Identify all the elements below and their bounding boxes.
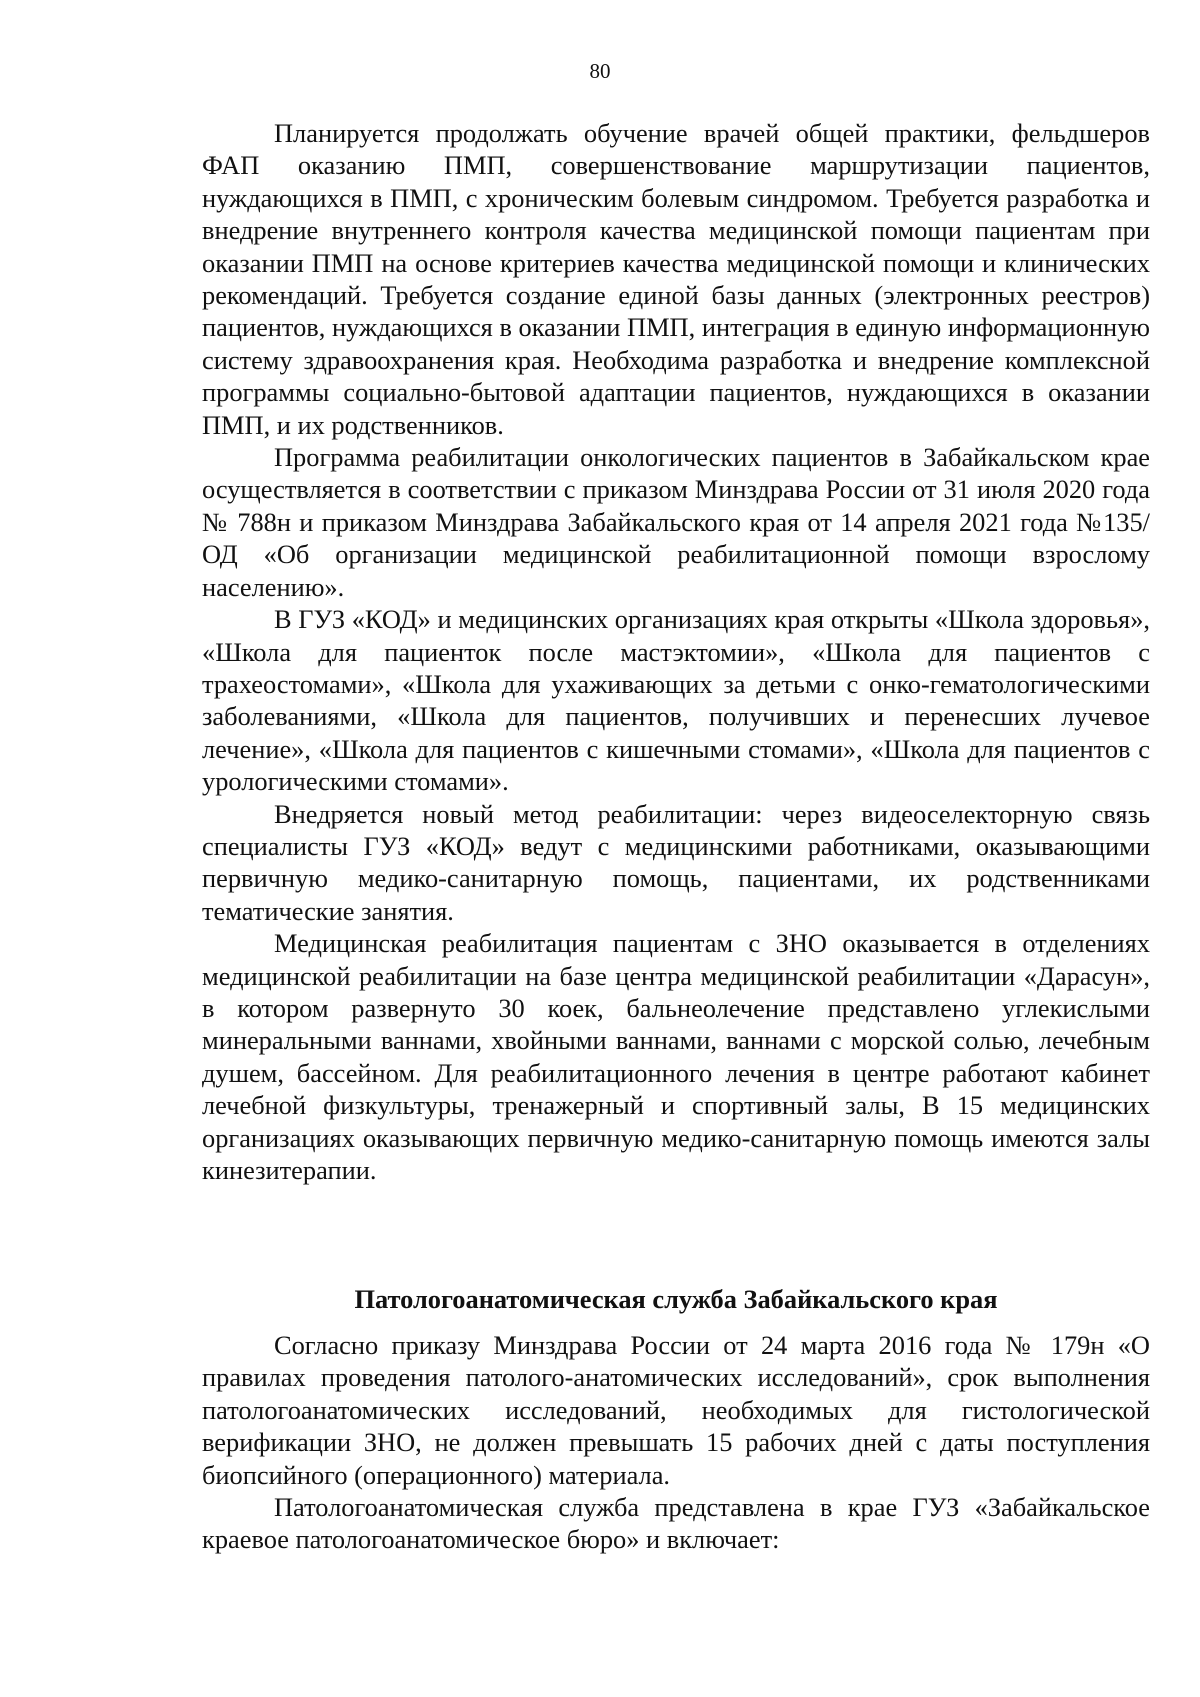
section-heading: Патологоанатомическая служба Забайкальского края <box>354 1284 998 1314</box>
body-text-section-2 <box>202 1329 1150 1556</box>
paragraph-medical-rehabilitation: Медицинская реабилитация пациентам с ЗНО оказывается в отделениях медицинской реабилитации на базе центра медицинской реабилитации «Дарасун», в котором развернуто 30 коек, бальнеолечение представлено углекислыми минеральными ваннами, хвойными ваннами, ваннами с морской солью, лечебным душем, бассейном. Для реабилитационного лечения в центре работают кабинет лечебной физкультуры, тренажерный и спортивный залы, В 15 медицинских организациях оказывающих первичную медико-санитарную помощь имеются залы кинезитерапии. <box>202 928 1150 1185</box>
paragraph-video-rehabilitation: Внедряется новый метод реабилитации: через видеоселекторную связь специалисты ГУЗ «КОД» ведут с медицинскими работниками, оказывающими первичную медико-санитарную помощь, пациентами, их родственниками тематические занятия. <box>202 798 1150 926</box>
paragraph-pathology-order: Согласно приказу Минздрава России от 24 марта 2016 года № 179н «О правилах проведения патолого-анатомических исследований», срок выполнения патологоанатомических исследований, необходимых для гистологической верификации ЗНО, не должен превышать 15 рабочих дней с даты поступления биопсийного (операционного) материала. <box>202 1330 1150 1490</box>
paragraph-patient-schools: В ГУЗ «КОД» и медицинских организациях края открыты «Школа здоровья», «Школа для пациенток после мастэктомии», «Школа для пациентов с трахеостомами», «Школа для ухаживающих за детьми с онко-гематологическими заболеваниями, «Школа для пациентов, получивших и перенесших лучевое лечение», «Школа для пациентов с кишечными стомами», «Школа для пациентов с урологическими стомами». <box>202 604 1150 797</box>
body-text-section-1 <box>202 117 1150 1186</box>
paragraph-palliative-plans: Планируется продолжать обучение врачей общей практики, фельдшеров ФАП оказанию ПМП, совершенствование маршрутизации пациентов, нуждающихся в ПМП, с хроническим болевым синдромом. Требуется разработка и внедрение внутреннего контроля качества медицинской помощи пациентам при оказании ПМП на основе критериев качества медицинской помощи и клинических рекомендаций. Требуется создание единой базы данных (электронных реестров) пациентов, нуждающихся в оказании ПМП, интеграция в единую информационную систему здравоохранения края. Необходима разработка и внедрение комплексной программы социально-бытовой адаптации пациентов, нуждающихся в оказании ПМП, и их родственников. <box>202 118 1150 440</box>
paragraph-pathology-bureau: Патологоанатомическая служба представлена в крае ГУЗ «Забайкальское краевое патологоанатомическое бюро» и включает: <box>202 1492 1150 1555</box>
paragraph-rehabilitation-program: Программа реабилитации онкологических пациентов в Забайкальском крае осуществляется в соответствии с приказом Минздрава России от 31 июля 2020 года № 788н и приказом Минздрава Забайкальского края от 14 апреля 2021 года №135/ОД «Об организации медицинской реабилитационной помощи взрослому населению». <box>202 442 1150 602</box>
page-number: 80 <box>589 59 611 83</box>
